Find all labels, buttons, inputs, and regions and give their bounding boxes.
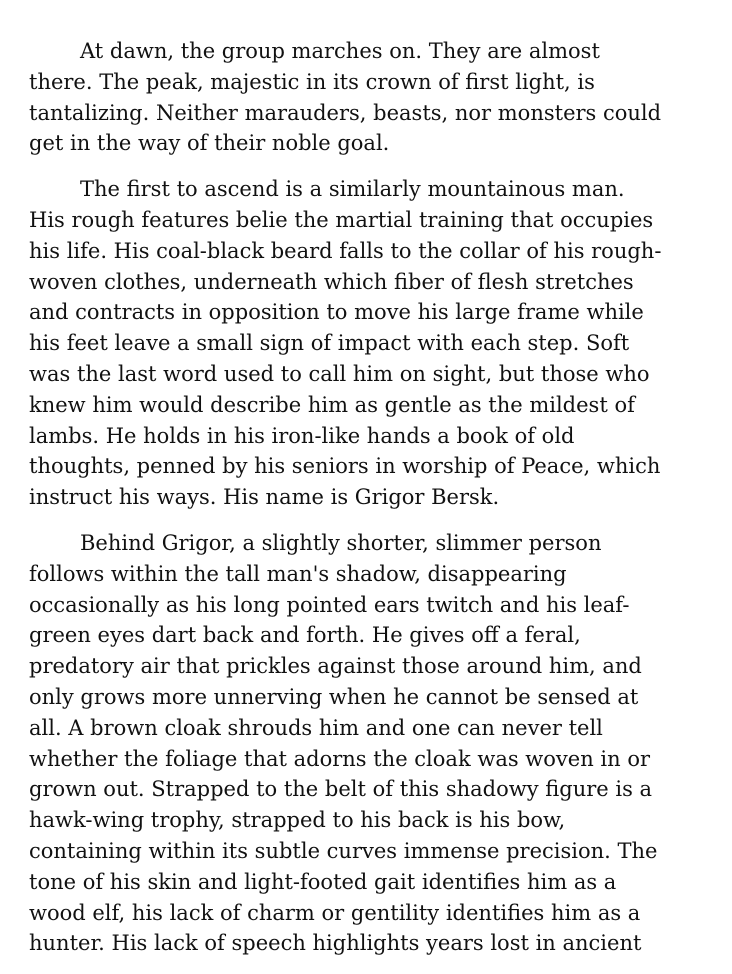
text-line: predatory air that prickles against those around him, and bbox=[29, 654, 642, 679]
text-line: woven clothes, underneath which fiber of flesh stretches bbox=[29, 269, 634, 294]
text-line: and contracts in opposition to move his large frame while bbox=[29, 300, 644, 325]
text-line: his feet leave a small sign of impact with each step. Soft bbox=[29, 331, 630, 356]
text-line: only grows more unnerving when he cannot be sensed at bbox=[29, 684, 639, 709]
text-line: there. The peak, majestic in its crown of first light, is bbox=[29, 69, 595, 94]
text-line: occasionally as his long pointed ears twitch and his leaf- bbox=[29, 592, 630, 617]
paragraph-grigor bbox=[29, 174, 709, 513]
text-line: follows within the tall man's shadow, disappearing bbox=[29, 561, 567, 586]
document-page bbox=[29, 36, 709, 974]
paragraph-wood-elf bbox=[29, 528, 709, 959]
text-line: thoughts, penned by his seniors in worship of Peace, which bbox=[29, 454, 661, 479]
text-line: instruct his ways. His name is Grigor Bersk. bbox=[29, 485, 500, 510]
text-line: tantalizing. Neither marauders, beasts, nor monsters could bbox=[29, 100, 662, 125]
text-line: knew him would describe him as gentle as the mildest of bbox=[29, 392, 635, 417]
text-line: get in the way of their noble goal. bbox=[29, 131, 390, 156]
text-line: At dawn, the group marches on. They are almost bbox=[80, 39, 600, 63]
text-line: green eyes dart back and forth. He gives off a feral, bbox=[29, 623, 581, 648]
text-line: all. A brown cloak shrouds him and one can never tell bbox=[29, 715, 603, 740]
text-line: hawk-wing trophy, strapped to his back is his bow, bbox=[29, 808, 566, 833]
text-line: tone of his skin and light-footed gait identifies him as a bbox=[29, 869, 617, 894]
paragraph-dawn-march bbox=[29, 36, 709, 159]
text-line: hunter. His lack of speech highlights years lost in ancient bbox=[29, 931, 642, 956]
text-line: His rough features belie the martial training that occupies bbox=[29, 207, 654, 232]
text-line: grown out. Strapped to the belt of this shadowy figure is a bbox=[29, 777, 653, 802]
text-line: was the last word used to call him on sight, but those who bbox=[29, 361, 650, 386]
text-line: whether the foliage that adorns the cloak was woven in or bbox=[29, 746, 650, 771]
text-line: lambs. He holds in his iron-like hands a book of old bbox=[29, 423, 575, 448]
text-line: containing within its subtle curves immense precision. The bbox=[29, 838, 658, 863]
text-line: Behind Grigor, a slightly shorter, slimmer person bbox=[80, 530, 602, 555]
text-line: his life. His coal-black beard falls to the collar of his rough- bbox=[29, 238, 662, 263]
text-line: The first to ascend is a similarly mountainous man. bbox=[80, 177, 625, 202]
text-line: wood elf, his lack of charm or gentility identifies him as a bbox=[29, 900, 641, 925]
